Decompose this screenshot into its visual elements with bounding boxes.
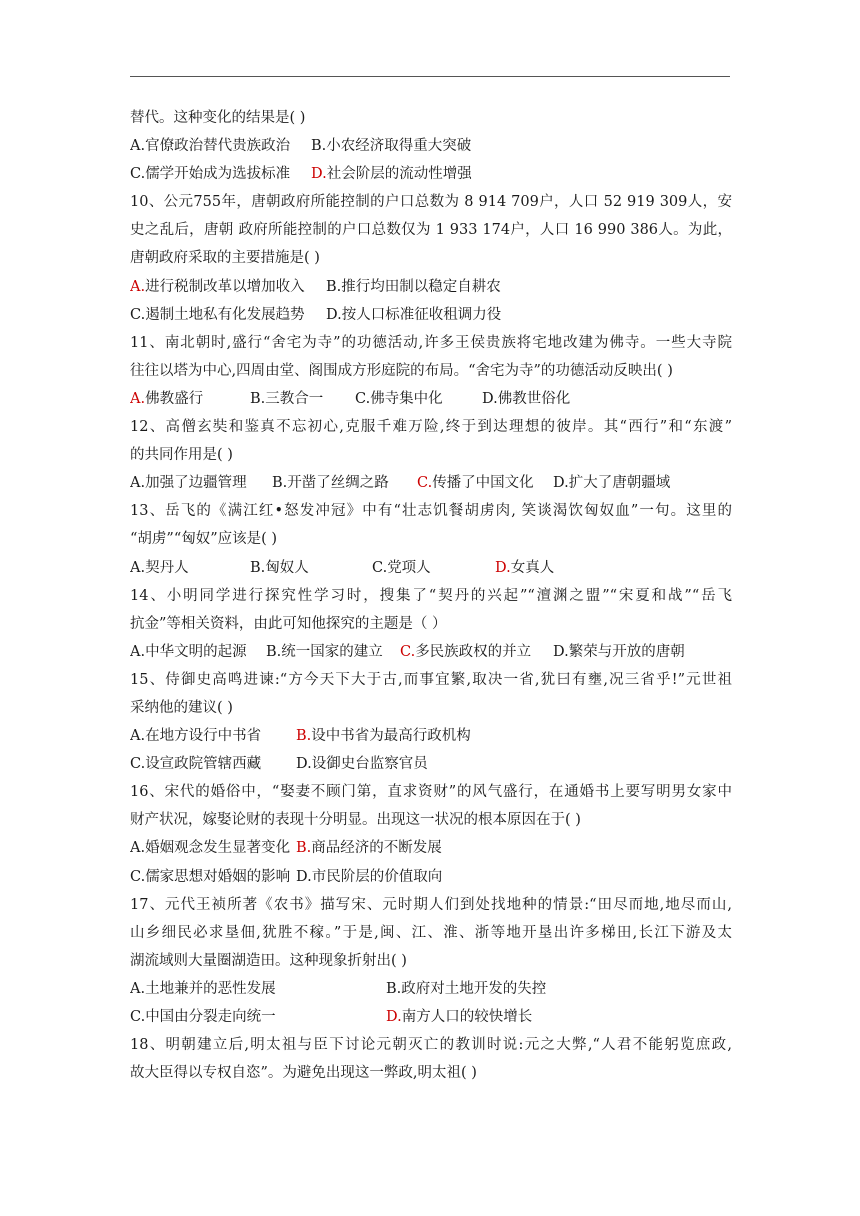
option-text: 契丹人 bbox=[145, 559, 189, 576]
option-letter: C. bbox=[372, 559, 388, 576]
option-letter: D. bbox=[296, 868, 312, 885]
question-text-line: 故大臣得以专权自恣”。为避免出现这一弊政,明太祖( ) bbox=[130, 1065, 477, 1082]
question-text-line: 湖流域则大量圈湖造田。这种现象折射出( ) bbox=[130, 952, 407, 969]
option-letter: C. bbox=[130, 166, 146, 183]
option-b bbox=[296, 834, 442, 862]
option-letter: D. bbox=[553, 643, 569, 660]
question-text-line: 唐朝政府采取的主要措施是( ) bbox=[130, 250, 320, 267]
option-d bbox=[553, 638, 685, 666]
option-text: 市民阶层的价值取向 bbox=[311, 868, 443, 885]
option-letter: B. bbox=[296, 728, 312, 745]
option-letter: A. bbox=[130, 728, 146, 745]
options-row bbox=[130, 132, 732, 160]
option-letter: B. bbox=[386, 980, 402, 997]
option-letter: C. bbox=[130, 868, 146, 885]
option-letter: B. bbox=[311, 138, 327, 155]
question-text-line: 18、明朝建立后,明太祖与臣下讨论元朝灭亡的教训时说:元之大弊,“人君不能躬览庶政, bbox=[130, 1037, 732, 1054]
question-text-line: 17、元代王祯所著《农书》描写宋、元时期人们到处找地种的情景:“田尽而地,地尽而山, bbox=[130, 896, 732, 913]
option-text: 土地兼并的恶性发展 bbox=[145, 980, 276, 997]
option-letter: C. bbox=[130, 306, 146, 323]
option-letter: C. bbox=[130, 1009, 146, 1025]
option-letter: A. bbox=[130, 475, 146, 492]
option-letter: A. bbox=[130, 559, 146, 576]
question-text-line: 13、岳飞的《满江红•怒发冲冠》中有“壮志饥餐胡虏肉, 笑谈渴饮匈奴血”一句。这里的 bbox=[130, 503, 732, 520]
option-letter: D. bbox=[296, 756, 312, 773]
option-text: 小农经济取得重大突破 bbox=[326, 138, 472, 155]
option-text: 进行税制改革以增加收入 bbox=[145, 278, 305, 295]
option-c bbox=[355, 385, 482, 413]
option-letter: D. bbox=[482, 390, 498, 407]
option-text: 加强了边疆管理 bbox=[145, 475, 247, 492]
option-d bbox=[386, 1003, 532, 1031]
option-text: 在地方设行中书省 bbox=[145, 728, 262, 745]
option-letter: A. bbox=[130, 980, 146, 997]
option-letter: A. bbox=[130, 643, 146, 660]
question-text-line: 11、南北朝时,盛行“舍宅为寺”的功德活动,许多王侯贵族将宅地改建为佛寺。一些大寺院 bbox=[130, 334, 732, 351]
option-letter: A. bbox=[130, 840, 146, 857]
option-text: 商品经济的不断发展 bbox=[311, 840, 442, 857]
option-text: 三教合一 bbox=[265, 390, 324, 407]
option-letter: B. bbox=[326, 278, 342, 295]
question-text-line: 的共同作用是( ) bbox=[130, 447, 233, 464]
question-text-line: 采纳他的建议( ) bbox=[130, 699, 233, 716]
option-letter: C. bbox=[355, 390, 371, 407]
option-c bbox=[130, 1003, 386, 1031]
option-d bbox=[326, 301, 501, 329]
options-row bbox=[130, 273, 732, 301]
option-text: 开凿了丝绸之路 bbox=[287, 475, 389, 492]
question-text-line: 14、小明同学进行探究性学习时，搜集了“契丹的兴起”“澶渊之盟”“宋夏和战”“岳飞 bbox=[130, 587, 732, 604]
option-b bbox=[386, 975, 546, 1003]
option-letter: D. bbox=[326, 306, 342, 323]
option-a bbox=[130, 975, 386, 1003]
option-text: 统一国家的建立 bbox=[281, 643, 383, 660]
option-letter: B. bbox=[250, 390, 266, 407]
option-b bbox=[272, 469, 417, 497]
option-text: 党项人 bbox=[387, 559, 431, 576]
option-letter: B. bbox=[296, 840, 312, 857]
option-letter: D. bbox=[495, 559, 511, 576]
question-text-line: 山乡细民必求垦佃,犹胜不稼。”于是,闽、江、淮、浙等地开垦出许多梯田,长江下游及太 bbox=[130, 924, 732, 941]
options-row bbox=[130, 750, 732, 778]
option-text: 多民族政权的并立 bbox=[415, 643, 532, 660]
option-text: 佛教世俗化 bbox=[497, 390, 571, 407]
option-text: 官僚政治替代贵族政治 bbox=[145, 138, 291, 155]
option-c bbox=[130, 750, 296, 778]
option-letter: A. bbox=[130, 390, 146, 407]
options-row bbox=[130, 975, 732, 1003]
options-row bbox=[130, 863, 732, 891]
options-row bbox=[130, 1003, 732, 1031]
option-d bbox=[495, 554, 554, 582]
option-text: 南方人口的较快增长 bbox=[401, 1009, 533, 1025]
option-text: 中华文明的起源 bbox=[145, 643, 247, 660]
option-b bbox=[311, 132, 471, 160]
option-text: 婚姻观念发生显著变化 bbox=[145, 840, 291, 857]
option-a bbox=[130, 638, 266, 666]
option-b bbox=[326, 273, 501, 301]
option-c bbox=[417, 469, 553, 497]
option-letter: D. bbox=[311, 166, 327, 183]
options-row bbox=[130, 301, 732, 329]
option-text: 扩大了唐朝疆域 bbox=[568, 475, 671, 492]
question-text-line: 财产状况，嫁娶论财的表现十分明显。出现这一状况的根本原因在于( ) bbox=[130, 812, 581, 829]
question-text-line: 16、宋代的婚俗中，“娶妻不顾门第，直求资财”的风气盛行，在通婚书上要写明男女家中 bbox=[130, 784, 732, 801]
option-text: 佛教盛行 bbox=[145, 390, 204, 407]
option-text: 设中书省为最高行政机构 bbox=[311, 728, 471, 745]
question-text-line: 12、高僧玄奘和鉴真不忘初心,克服千难万险,终于到达理想的彼岸。其“西行”和“东渡” bbox=[130, 419, 732, 436]
option-letter: C. bbox=[130, 756, 146, 773]
option-a bbox=[130, 385, 250, 413]
option-a bbox=[130, 132, 311, 160]
option-letter: C. bbox=[400, 643, 416, 660]
options-row bbox=[130, 554, 732, 582]
option-d bbox=[553, 469, 670, 497]
question-text-line: 抗金”等相关资料，由此可知他探究的主题是（ ） bbox=[130, 615, 447, 632]
option-a bbox=[130, 834, 296, 862]
option-d bbox=[296, 750, 428, 778]
option-d bbox=[482, 385, 570, 413]
option-text: 传播了中国文化 bbox=[432, 475, 534, 492]
question-text-line: “胡虏”“匈奴”应该是( ) bbox=[130, 531, 278, 548]
question-text-line: 15、侍御史高鸣进谏:“方今天下大于古,而事宜繁,取决一省,犹曰有壅,况三省乎!”元世祖 bbox=[130, 671, 732, 688]
option-c bbox=[130, 301, 326, 329]
option-b bbox=[250, 385, 355, 413]
option-c bbox=[130, 863, 296, 891]
option-text: 繁荣与开放的唐朝 bbox=[568, 643, 685, 660]
option-d bbox=[296, 863, 442, 891]
option-text: 遏制土地私有化发展趋势 bbox=[145, 306, 305, 323]
question-text-line: 替代。这种变化的结果是( ) bbox=[130, 110, 306, 126]
option-text: 女真人 bbox=[510, 559, 555, 576]
option-a bbox=[130, 722, 296, 750]
option-text: 设御史台监察官员 bbox=[311, 756, 428, 773]
option-b bbox=[296, 722, 471, 750]
option-letter: B. bbox=[266, 643, 282, 660]
options-row bbox=[130, 385, 732, 413]
option-text: 中国由分裂走向统一 bbox=[145, 1009, 276, 1025]
options-row bbox=[130, 160, 732, 188]
option-letter: A. bbox=[130, 278, 146, 295]
option-letter: B. bbox=[250, 559, 266, 576]
option-c bbox=[372, 554, 495, 582]
option-text: 政府对土地开发的失控 bbox=[401, 980, 547, 997]
option-d bbox=[311, 160, 472, 188]
option-letter: B. bbox=[272, 475, 288, 492]
option-c bbox=[130, 160, 311, 188]
option-letter: C. bbox=[417, 475, 433, 492]
option-a bbox=[130, 273, 326, 301]
option-text: 设宣政院管辖西藏 bbox=[145, 756, 262, 773]
header-rule bbox=[130, 76, 730, 77]
option-b bbox=[250, 554, 372, 582]
option-letter: A. bbox=[130, 138, 146, 155]
option-letter: D. bbox=[553, 475, 569, 492]
options-row bbox=[130, 722, 732, 750]
option-letter: D. bbox=[386, 1009, 402, 1025]
option-text: 匈奴人 bbox=[265, 559, 309, 576]
option-text: 儒家思想对婚姻的影响 bbox=[145, 868, 291, 885]
option-b bbox=[266, 638, 400, 666]
option-text: 推行均田制以稳定自耕农 bbox=[341, 278, 501, 295]
exam-page-body bbox=[130, 104, 732, 1087]
question-text-line: 10、公元755年，唐朝政府所能控制的户口总数为 8 914 709户，人口 52 919 309人，安 bbox=[130, 194, 732, 211]
options-row bbox=[130, 469, 732, 497]
question-text-line: 往往以塔为中心,四周由堂、阁围成方形庭院的布局。“舍宅为寺”的功德活动反映出( ) bbox=[130, 362, 673, 379]
options-row bbox=[130, 834, 732, 862]
option-a bbox=[130, 554, 250, 582]
option-text: 佛寺集中化 bbox=[370, 390, 443, 407]
option-a bbox=[130, 469, 272, 497]
option-text: 社会阶层的流动性增强 bbox=[326, 166, 472, 183]
options-row bbox=[130, 638, 732, 666]
option-c bbox=[400, 638, 553, 666]
question-text-line: 史之乱后，唐朝 政府所能控制的户口总数仅为 1 933 174户，人口 16 990 386人。为此， bbox=[130, 222, 732, 239]
option-text: 儒学开始成为选拔标准 bbox=[145, 166, 291, 183]
option-text: 按人口标准征收租调力役 bbox=[341, 306, 502, 323]
